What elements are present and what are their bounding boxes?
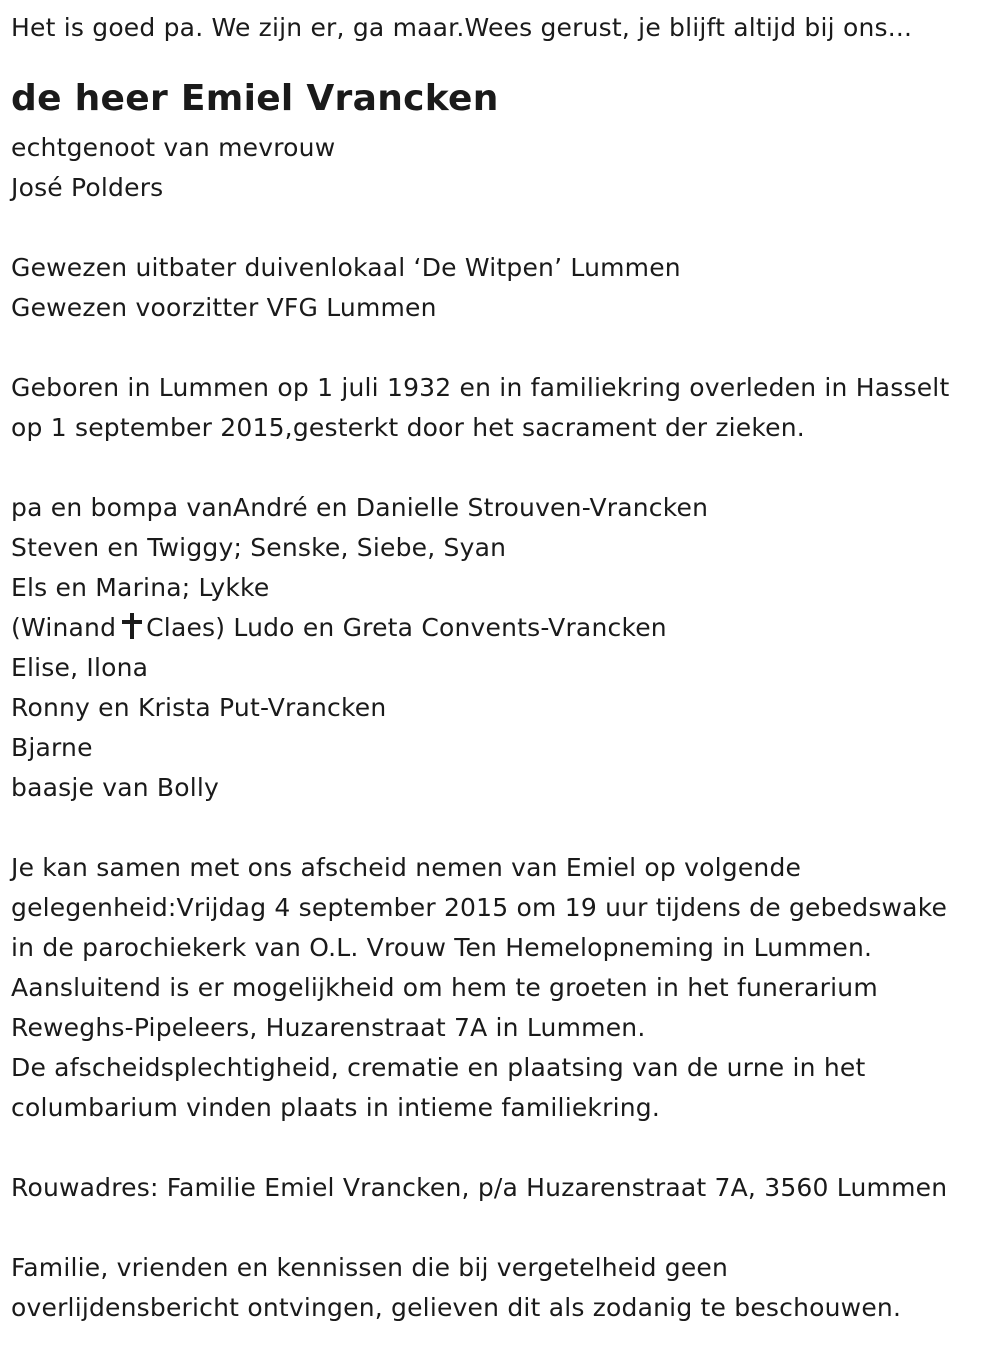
spacer [11, 1208, 996, 1248]
farewell-line-3: in de parochiekerk van O.L. Vrouw Ten Hemelopneming in Lummen. [11, 933, 873, 962]
family-section [11, 488, 996, 808]
spouse-section [11, 128, 996, 208]
farewell-line-6: De afscheidsplechtigheid, crematie en plaatsing van de urne in het [11, 1053, 866, 1082]
closing-line-2: overlijdensbericht ontvingen, gelieven dit als zodanig te beschouwen. [11, 1293, 902, 1322]
farewell-line-2: gelegenheid:Vrijdag 4 september 2015 om 19 uur tijdens de gebedswake [11, 893, 948, 922]
role-line-2: Gewezen voorzitter VFG Lummen [11, 293, 437, 322]
family-line-4-before-cross: (Winand [11, 613, 117, 642]
family-line-4-after-cross: Claes) Ludo en Greta Convents-Vrancken [146, 613, 667, 642]
family-line-3: Els en Marina; Lykke [11, 573, 270, 602]
spacer [11, 1128, 996, 1168]
deceased-name: de heer Emiel Vrancken [11, 78, 499, 119]
family-line-8: baasje van Bolly [11, 773, 220, 802]
closing-line-1: Familie, vrienden en kennissen die bij vergetelheid geen [11, 1253, 729, 1282]
role-line-1: Gewezen uitbater duivenlokaal ‘De Witpen’ Lummen [11, 253, 681, 282]
farewell-section [11, 848, 996, 1128]
family-line-6: Ronny en Krista Put-Vrancken [11, 693, 387, 722]
farewell-line-5: Reweghs-Pipeleers, Huzarenstraat 7A in Lummen. [11, 1013, 646, 1042]
cross-icon [122, 613, 142, 639]
family-line-1: pa en bompa vanAndré en Danielle Strouven-Vrancken [11, 493, 709, 522]
birth-death-section [11, 368, 996, 448]
spacer [11, 208, 996, 248]
family-line-7: Bjarne [11, 733, 93, 762]
birth-death-line-2: op 1 september 2015,gesterkt door het sacrament der zieken. [11, 413, 805, 442]
birth-death-line-1: Geboren in Lummen op 1 juli 1932 en in familiekring overleden in Hasselt [11, 373, 950, 402]
family-line-4 [11, 608, 996, 648]
family-line-2: Steven en Twiggy; Senske, Siebe, Syan [11, 533, 507, 562]
farewell-line-4: Aansluitend is er mogelijkheid om hem te groeten in het funerarium [11, 973, 878, 1002]
mourning-address: Rouwadres: Familie Emiel Vrancken, p/a Huzarenstraat 7A, 3560 Lummen [11, 1173, 948, 1202]
intro-line: Het is goed pa. We zijn er, ga maar.Wees gerust, je blijft altijd bij ons... [11, 13, 913, 42]
spacer [11, 328, 996, 368]
farewell-line-1: Je kan samen met ons afscheid nemen van Emiel op volgende [11, 853, 802, 882]
spacer [11, 448, 996, 488]
roles-section [11, 248, 996, 328]
family-line-5: Elise, Ilona [11, 653, 149, 682]
death-notice [11, 8, 996, 1328]
closing-section [11, 1248, 996, 1328]
spouse-line-1: echtgenoot van mevrouw [11, 133, 336, 162]
spouse-line-2: José Polders [11, 173, 164, 202]
farewell-line-7: columbarium vinden plaats in intieme familiekring. [11, 1093, 660, 1122]
spacer [11, 808, 996, 848]
